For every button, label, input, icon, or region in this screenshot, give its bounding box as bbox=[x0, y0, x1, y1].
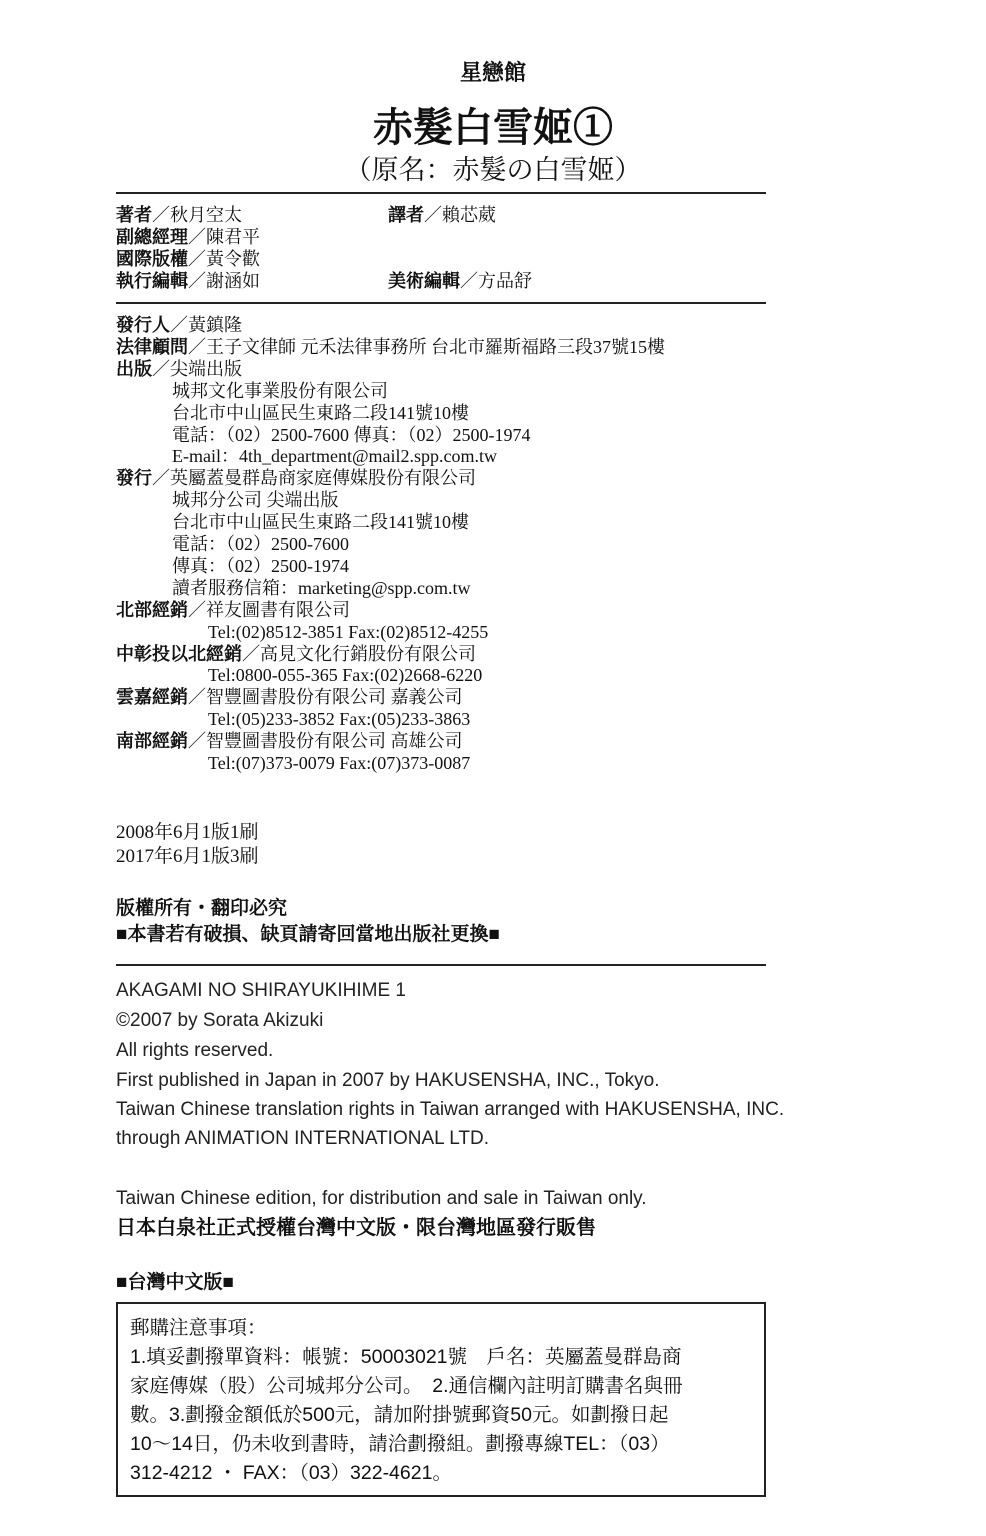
publisher-label: 中彰投以北經銷 bbox=[116, 643, 242, 664]
mail-order-line: 家庭傳媒（股）公司城邦分公司。 2.通信欄內註明訂購書名與冊 bbox=[130, 1375, 683, 1397]
publisher-line bbox=[172, 555, 349, 577]
publisher-line bbox=[208, 708, 470, 730]
publisher-line bbox=[208, 621, 488, 643]
publisher-line bbox=[116, 599, 350, 621]
publisher-label: 雲嘉經銷 bbox=[116, 687, 188, 708]
publisher-value: 讀者服務信箱：marketing@spp.com.tw bbox=[172, 577, 471, 598]
publisher-value: ／尖端出版 bbox=[152, 358, 242, 379]
publisher-value: Tel:(02)8512-3851 Fax:(02)8512-4255 bbox=[208, 621, 489, 642]
credit-editor bbox=[116, 270, 260, 292]
publisher-line bbox=[208, 752, 470, 774]
publisher-value: 傳真：（02）2500-1974 bbox=[172, 555, 349, 576]
publisher-label: 北部經銷 bbox=[116, 599, 188, 620]
credit-value: ／賴芯葳 bbox=[424, 205, 496, 225]
english-distribution: Taiwan Chinese edition, for distribution and sale in Taiwan only. bbox=[116, 1188, 647, 1209]
publisher-line bbox=[116, 358, 242, 380]
publisher-value: ／智豐圖書股份有限公司 高雄公司 bbox=[188, 731, 463, 752]
book-title: 赤髮白雪姬① bbox=[373, 106, 613, 150]
publisher-line bbox=[172, 424, 531, 446]
publisher-line bbox=[116, 336, 665, 358]
credit-vp bbox=[116, 226, 260, 248]
mail-order-line: 數。3.劃撥金額低於500元，請加附掛號郵資50元。如劃撥日起 bbox=[130, 1404, 669, 1426]
english-translation-rights: Taiwan Chinese translation rights in Taiwan arranged with HAKUSENSHA, INC. bbox=[116, 1099, 785, 1120]
credit-translator bbox=[388, 204, 496, 226]
mail-order-title: 郵購注意事項： bbox=[130, 1317, 267, 1339]
copyright-notice: 版權所有・翻印必究 bbox=[116, 898, 288, 919]
credit-label: 美術編輯 bbox=[388, 271, 460, 291]
original-title: （原名：赤髮の白雪姬） bbox=[344, 155, 642, 185]
imprint: 星戀館 bbox=[459, 60, 526, 85]
edition-2: 2017年6月1版3刷 bbox=[116, 846, 259, 867]
publisher-line bbox=[172, 577, 471, 599]
publisher-value: 電話：（02）2500-7600 傳真：（02）2500-1974 bbox=[172, 424, 531, 445]
publisher-value: ／高見文化行銷股份有限公司 bbox=[242, 643, 476, 664]
english-rights: All rights reserved. bbox=[116, 1040, 274, 1061]
publisher-line bbox=[116, 730, 463, 752]
credit-author bbox=[116, 204, 242, 226]
publisher-value: 城邦文化事業股份有限公司 bbox=[172, 380, 388, 401]
publisher-value: Tel:(05)233-3852 Fax:(05)233-3863 bbox=[208, 709, 471, 730]
publisher-line bbox=[208, 664, 482, 686]
publisher-value: 電話：（02）2500-7600 bbox=[172, 534, 349, 554]
english-copyright: ©2007 by Sorata Akizuki bbox=[116, 1010, 324, 1031]
mail-order-box bbox=[116, 1302, 766, 1497]
credit-label: 譯者 bbox=[388, 205, 424, 225]
publisher-value: ／祥友圖書有限公司 bbox=[188, 599, 350, 620]
divider bbox=[116, 302, 766, 304]
publisher-value: 台北市中山區民生東路二段141號10樓 bbox=[172, 402, 469, 423]
publisher-line bbox=[172, 380, 388, 402]
publisher-label: 出版 bbox=[116, 358, 152, 379]
edition-1: 2008年6月1版1刷 bbox=[116, 822, 259, 843]
publisher-label: 南部經銷 bbox=[116, 731, 188, 752]
publisher-value: 城邦分公司 尖端出版 bbox=[172, 490, 339, 511]
publisher-value: 台北市中山區民生東路二段141號10樓 bbox=[172, 512, 469, 533]
publisher-line bbox=[116, 686, 463, 708]
publisher-line bbox=[116, 314, 242, 336]
credit-rights bbox=[116, 248, 260, 270]
english-agency: through ANIMATION INTERNATIONAL LTD. bbox=[116, 1128, 490, 1149]
publisher-line bbox=[172, 445, 497, 467]
publisher-value: ／英屬蓋曼群島商家庭傳媒股份有限公司 bbox=[152, 468, 476, 489]
mail-order-line: 10～14日，仍未收到書時，請洽劃撥組。劃撥專線TEL：（03） bbox=[130, 1433, 670, 1455]
edition-label: ■台灣中文版■ bbox=[116, 1272, 234, 1293]
credit-value: ／黃令歡 bbox=[188, 249, 260, 269]
credit-art-editor bbox=[388, 270, 532, 292]
authorized-notice: 日本白泉社正式授權台灣中文版・限台灣地區發行販售 bbox=[116, 1217, 596, 1239]
publisher-line bbox=[116, 467, 476, 489]
publisher-line bbox=[116, 643, 476, 665]
english-title: AKAGAMI NO SHIRAYUKIHIME 1 bbox=[116, 980, 406, 1001]
publisher-label: 法律顧問 bbox=[116, 336, 188, 357]
credit-value: ／秋月空太 bbox=[152, 205, 242, 225]
divider bbox=[116, 964, 766, 966]
publisher-value: Tel:(07)373-0079 Fax:(07)373-0087 bbox=[208, 753, 471, 773]
divider bbox=[116, 192, 766, 194]
credit-label: 副總經理 bbox=[116, 227, 188, 247]
credit-value: ／方品舒 bbox=[460, 271, 532, 291]
publisher-value: ／黃鎮隆 bbox=[170, 315, 242, 335]
mail-order-line: 1.填妥劃撥單資料：帳號：50003021號 戶名：英屬蓋曼群島商 bbox=[130, 1346, 682, 1368]
credit-label: 國際版權 bbox=[116, 249, 188, 269]
publisher-value: ／王子文律師 元禾法律事務所 台北市羅斯福路三段37號15樓 bbox=[188, 336, 665, 357]
english-first-published: First published in Japan in 2007 by HAKUSENSHA, INC., Tokyo. bbox=[116, 1070, 660, 1091]
credit-value: ／陳君平 bbox=[188, 227, 260, 247]
publisher-line bbox=[172, 511, 469, 533]
publisher-line bbox=[172, 533, 349, 555]
publisher-value: ／智豐圖書股份有限公司 嘉義公司 bbox=[188, 687, 463, 708]
publisher-line bbox=[172, 489, 339, 511]
credit-value: ／謝涵如 bbox=[188, 271, 260, 291]
publisher-label: 發行 bbox=[116, 468, 152, 489]
mail-order-line: 312-4212 ・ FAX：（03）322-4621。 bbox=[130, 1462, 452, 1484]
publisher-label: 發行人 bbox=[116, 315, 170, 335]
publisher-line bbox=[172, 402, 469, 424]
replacement-notice: ■本書若有破損、缺頁請寄回當地出版社更換■ bbox=[116, 924, 500, 945]
credit-label: 著者 bbox=[116, 205, 152, 225]
publisher-value: E-mail：4th_department@mail2.spp.com.tw bbox=[172, 446, 498, 467]
credit-label: 執行編輯 bbox=[116, 271, 188, 291]
publisher-value: Tel:0800-055-365 Fax:(02)2668-6220 bbox=[208, 665, 483, 686]
